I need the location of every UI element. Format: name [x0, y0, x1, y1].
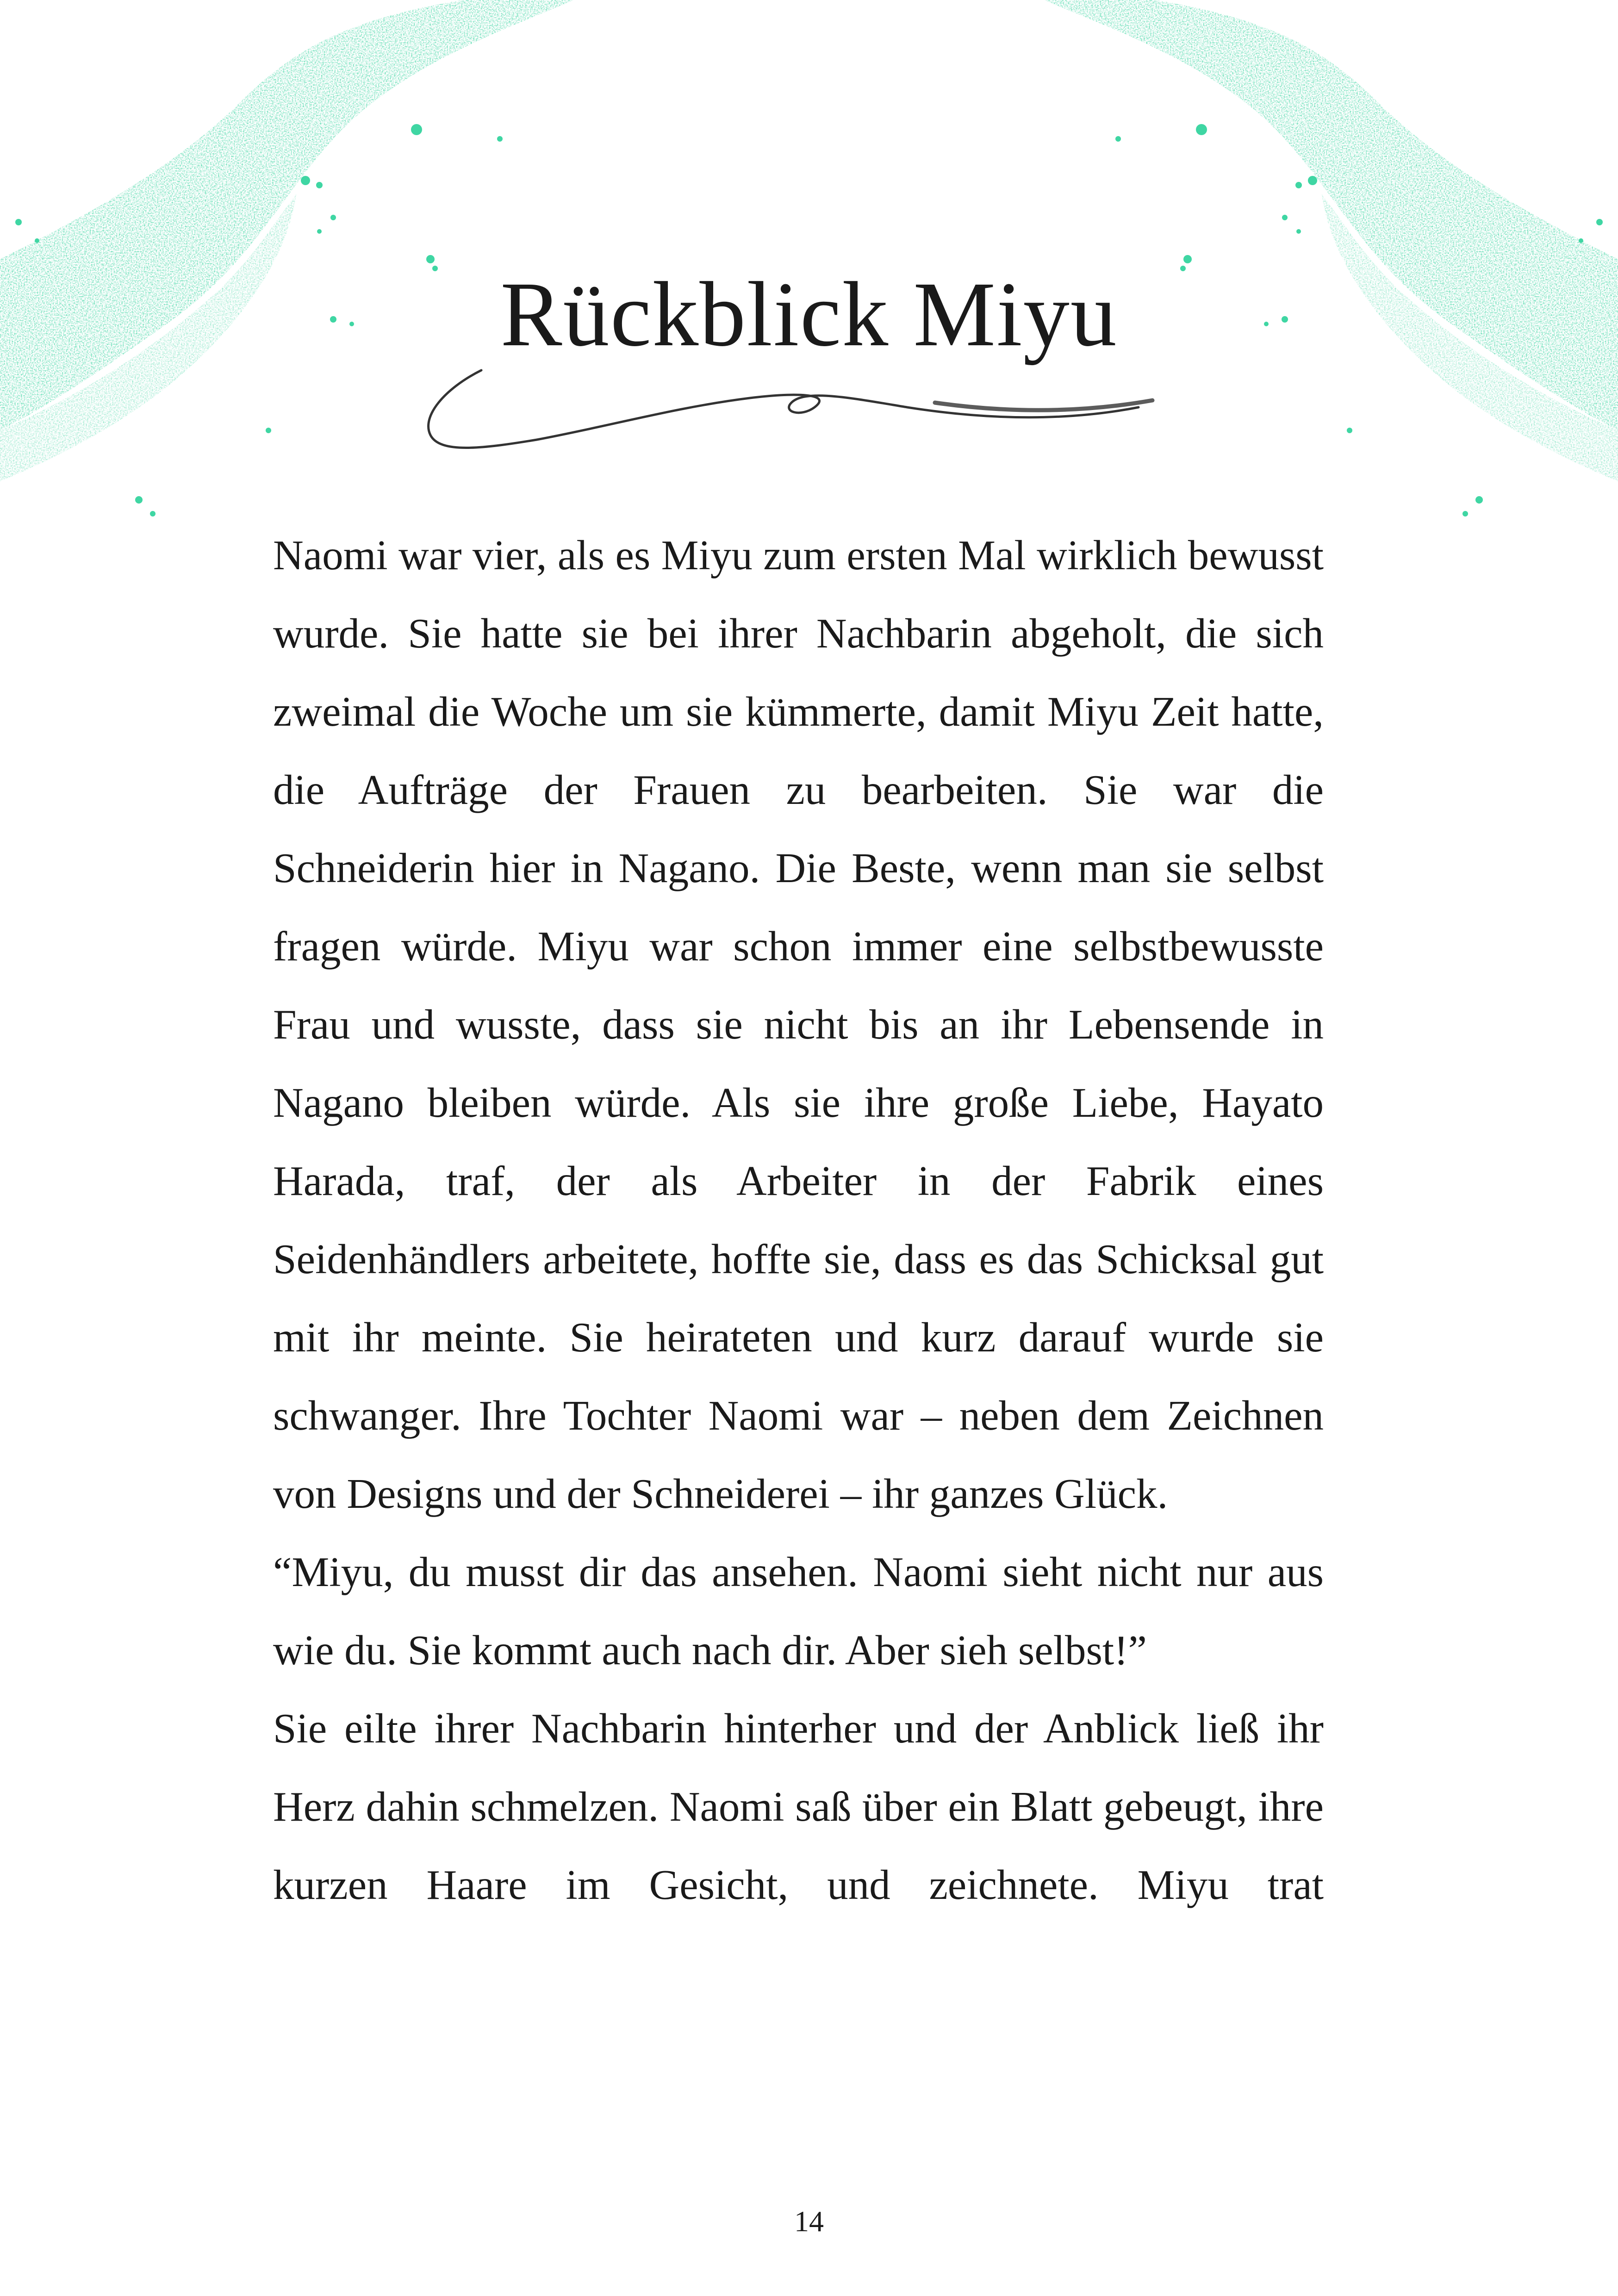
- paragraph: “Miyu, du musst dir das ansehen. Naomi sieht nicht nur aus wie du. Sie kommt auch nach dir. Aber sieh selbst!”: [273, 1549, 1324, 1674]
- page-number: 14: [794, 2205, 824, 2238]
- paragraph: Naomi war vier, als es Miyu zum ersten Mal wirklich bewusst wurde. Sie hatte sie bei ihrer Nachbarin abgeholt, die sich zweimal die Woche um sie kümmerte, damit Miyu Zeit hatte, die Aufträge der Frauen zu bearbeiten. Sie war die Schneiderin hier in Nagano. Die Beste, wenn man sie selbst fragen würde. Miyu war schon immer eine selbstbewusste Frau und wusste, dass sie nicht bis an ihr Lebensende in Nagano bleiben würde. Als sie ihre große Liebe, Hayato Harada, traf, der als Arbeiter in der Fabrik eines Seidenhändlers arbeitete, hoffte sie, dass es das Schicksal gut mit ihr meinte. Sie heirateten und kurz darauf wurde sie schwanger. Ihre Tochter Naomi war – neben dem Zeichnen von Designs und der Schneiderei – ihr ganzes Glück.: [273, 532, 1324, 1517]
- chapter-title: Rückblick Miyu: [500, 263, 1118, 366]
- title-flourish-ornament: [417, 356, 1157, 458]
- chapter-body-text: [273, 516, 1324, 1924]
- paragraph: Sie eilte ihrer Nachbarin hinterher und der Anblick ließ ihr Herz dahin schmelzen. Naomi saß über ein Blatt gebeugt, ihre kurzen Haare im Gesicht, und zeichnete. Miyu trat: [273, 1705, 1324, 1908]
